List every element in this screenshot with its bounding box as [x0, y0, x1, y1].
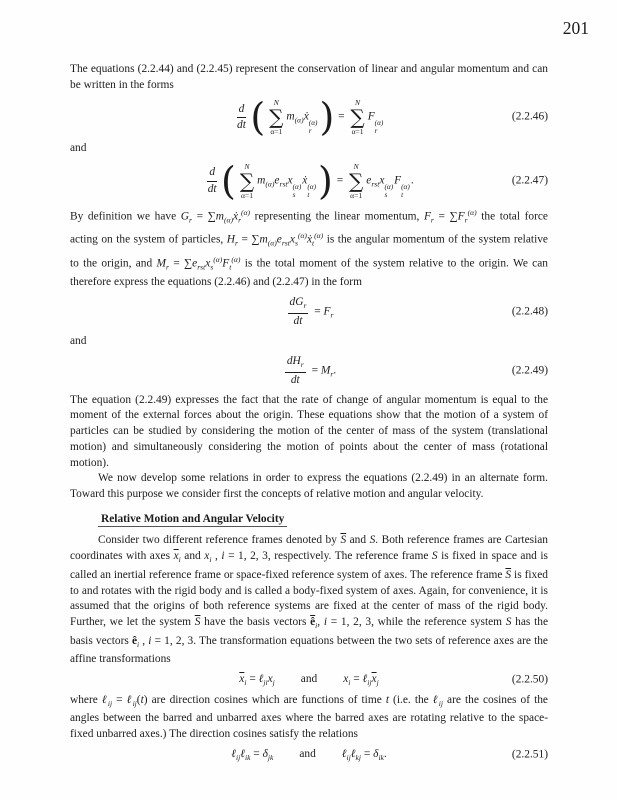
- math-variable: ℓ: [101, 693, 108, 706]
- subscript: i: [348, 678, 351, 688]
- text-run: ∑: [251, 233, 260, 246]
- text-run: the total force acting on the system of particles,: [70, 210, 548, 246]
- math-variable: ℓ: [126, 693, 133, 706]
- fraction: [207, 166, 217, 196]
- math-text: F: [323, 305, 331, 318]
- superscript: (α): [241, 208, 251, 218]
- math-text: d: [209, 166, 216, 179]
- subscript: ij: [132, 698, 137, 708]
- text-run: ,: [211, 550, 222, 563]
- summation: [349, 163, 363, 199]
- equation: [70, 95, 548, 140]
- superscript: (α): [231, 254, 241, 264]
- subscript: s: [210, 262, 214, 272]
- math-text: dH: [286, 355, 301, 368]
- text-run: ∑: [184, 257, 193, 270]
- barred-variable: $\overline{S}$: [505, 568, 512, 581]
- subscript: i: [315, 620, 318, 630]
- sum-lower-limit: α=1: [351, 126, 364, 136]
- math-text: dG: [289, 296, 304, 309]
- sigma-icon: ∑: [269, 104, 284, 129]
- sum-lower-limit: α=1: [350, 190, 363, 200]
- subscript: r: [238, 215, 242, 225]
- superscript: (α): [374, 118, 384, 128]
- equation-number: (2.2.46): [511, 110, 548, 123]
- subscript: i: [178, 555, 181, 565]
- equation-number: (2.2.51): [511, 748, 548, 761]
- heading-text: Relative Motion and Angular Velocity: [98, 513, 287, 528]
- sum-upper-limit: N: [244, 162, 250, 172]
- subscript: r: [189, 215, 192, 225]
- sub-sup-stack: [307, 183, 316, 199]
- math-variable: i: [221, 550, 225, 563]
- text-run: . Both reference frames are Cartesian coordinates with axes: [70, 534, 548, 563]
- equation-body: [239, 674, 378, 687]
- text-run: =: [168, 257, 184, 270]
- math-variable: ẋ: [306, 233, 313, 246]
- math-variable: t: [385, 693, 389, 706]
- text-run: and: [300, 673, 318, 686]
- equation-body: [231, 749, 387, 762]
- text-run: =: [433, 210, 450, 223]
- paragraph: [70, 205, 548, 290]
- text-run: have the basis vectors: [200, 615, 311, 628]
- math-variable: ẋ: [233, 210, 239, 223]
- math-text: e: [366, 174, 372, 187]
- subscript: r: [330, 310, 334, 320]
- summation: [240, 163, 254, 199]
- big-paren: (: [221, 159, 236, 204]
- subscript: r: [166, 262, 169, 272]
- math-text: dt: [237, 119, 246, 132]
- superscript: (α): [314, 231, 324, 241]
- sub-sup-stack: [401, 183, 410, 199]
- subscript: r: [330, 369, 334, 379]
- math-text: ℓ: [362, 673, 368, 686]
- math-text: x: [287, 174, 293, 187]
- equation: [70, 749, 548, 762]
- math-text: F: [394, 174, 402, 187]
- text-run: is fixed to and rotates with the rigid body and is called a body-fixed system of axes. Again, for convenience, it is assumed that the origins of both reference systems are fixed at the center of mass of the rigid body. Further, we let the system: [70, 568, 548, 628]
- equation-body: [234, 95, 385, 140]
- math-text: d: [238, 102, 245, 115]
- text-run: =: [308, 364, 321, 377]
- math-variable: x: [289, 233, 295, 246]
- math-variable: x: [205, 257, 211, 270]
- math-variable: ℓ: [432, 693, 439, 706]
- basis-vector-hat: ê: [131, 634, 138, 647]
- equation: [70, 674, 548, 687]
- text-run: is the angular momentum of the system relative to the origin, and: [70, 233, 548, 270]
- text-run: We now develop some relations in order to express the equations (2.2.49) in an alternate form. Toward this purpose we consider first the concepts of relative motion and angular velocity.: [70, 472, 548, 500]
- text-run: = 1, 2, 3, while the reference system: [327, 615, 506, 628]
- big-paren: ): [319, 95, 335, 140]
- text-run: has the basis vectors: [70, 615, 548, 647]
- fraction: [288, 296, 309, 327]
- equation-number: (2.2.48): [511, 305, 548, 318]
- denominator: [208, 182, 217, 196]
- subscript: (α): [223, 215, 233, 225]
- text-run: ,: [317, 615, 324, 628]
- math-text: F: [367, 111, 375, 124]
- math-text: dt: [290, 373, 300, 386]
- text-run: The equations (2.2.44) and (2.2.45) represent the conservation of linear and angular momentum and can be written in the forms: [70, 63, 548, 91]
- text-run: ,: [139, 634, 149, 647]
- numerator: [285, 355, 306, 372]
- math-variable: m: [215, 210, 224, 223]
- paragraph: [70, 393, 548, 472]
- math-variable: i: [148, 634, 152, 647]
- math-text: ℓ: [341, 747, 347, 760]
- subscript: ij: [346, 752, 351, 762]
- text-run: and: [180, 550, 205, 563]
- subscript: t: [401, 189, 404, 199]
- subscript: s: [294, 238, 298, 248]
- sum-lower-limit: α=1: [270, 126, 283, 136]
- math-text: ℓ: [350, 747, 356, 760]
- text-run: are the cosines of the angles between the barred and unbarred axes where the barred axes are rotating relative to the space-fixed unbarred axes.) The direction cosines satisfy the relations: [70, 693, 548, 741]
- equation-number: (2.2.50): [511, 673, 548, 686]
- sub-sup-stack: [309, 119, 318, 135]
- text-run: representing the linear momentum,: [250, 210, 424, 223]
- sub-sup-stack: [293, 183, 302, 199]
- text-run: .: [410, 174, 414, 187]
- text-run: and: [299, 747, 316, 760]
- paragraph: [70, 693, 548, 743]
- sub-sup-stack: [384, 183, 393, 199]
- math-text: ℓ: [258, 673, 264, 686]
- text-run: ∑: [449, 210, 458, 223]
- subscript: rst: [197, 262, 206, 272]
- barred-basis-vector-hat: $\overline{ê}$: [310, 615, 316, 628]
- math-text: ℓ: [240, 747, 245, 760]
- barred-variable: $\overline{S}$: [194, 615, 201, 628]
- math-text: x: [379, 174, 385, 187]
- superscript: (α): [213, 254, 223, 264]
- numerator: [237, 103, 247, 119]
- paragraph: [70, 533, 548, 668]
- subscript: r: [308, 125, 312, 135]
- subscript: i: [209, 555, 212, 565]
- math-text: ℓ: [231, 747, 236, 760]
- math-variable: H: [226, 233, 235, 246]
- subscript: ij: [367, 678, 372, 688]
- text-run: =: [237, 233, 252, 246]
- math-variable: S: [369, 534, 376, 547]
- subscript: ji: [263, 678, 268, 688]
- connector-text: and: [70, 334, 87, 347]
- math-variable: M: [156, 257, 166, 270]
- barred-variable: $\overline{x}$: [173, 550, 179, 563]
- subscript: rst: [371, 179, 380, 189]
- text-run: =: [191, 210, 208, 223]
- math-text: m: [286, 111, 295, 124]
- denominator: [291, 373, 300, 387]
- subscript: r: [430, 215, 434, 225]
- denominator: [237, 118, 246, 132]
- subscript: rst: [281, 238, 290, 248]
- math-text: ẋ: [302, 174, 308, 187]
- text-run: By definition we have: [70, 210, 181, 223]
- math-text: dt: [293, 314, 303, 327]
- math-text: m: [257, 174, 266, 187]
- text-run: ∑: [207, 210, 216, 223]
- equation-number: (2.2.47): [511, 174, 548, 187]
- math-variable: x: [204, 550, 210, 563]
- fraction: [285, 355, 306, 386]
- text-run: =: [333, 174, 346, 187]
- math-variable: m: [259, 233, 268, 246]
- text-run: =: [112, 693, 127, 706]
- connector-text: and: [70, 142, 87, 155]
- subscript: t: [312, 238, 315, 248]
- text-run: = 1, 2, 3, respectively. The reference frame: [224, 550, 432, 563]
- superscript: (α): [467, 208, 477, 218]
- superscript: (α): [308, 118, 318, 128]
- math-variable: F: [457, 210, 465, 223]
- paragraph: [70, 62, 548, 93]
- text-run: =: [335, 111, 348, 124]
- subscript: (α): [267, 238, 277, 248]
- summation: [269, 99, 283, 135]
- barred-variable: $\overline{S}$: [340, 534, 347, 547]
- sigma-icon: ∑: [350, 104, 365, 129]
- equation: [70, 159, 548, 204]
- subscript: r: [303, 301, 307, 311]
- section-heading: [98, 512, 548, 528]
- sub-sup-stack: [375, 119, 384, 135]
- equation-body: [204, 159, 414, 204]
- equation-body: [282, 355, 336, 386]
- math-variable: S: [505, 615, 512, 628]
- math-text: e: [274, 174, 280, 187]
- big-paren: (: [250, 95, 266, 140]
- superscript: (α): [307, 181, 317, 191]
- text-run: .: [383, 747, 387, 760]
- subscript: rst: [279, 179, 288, 189]
- subscript: t: [307, 189, 310, 199]
- sum-upper-limit: N: [273, 98, 279, 108]
- subscript: s: [384, 189, 388, 199]
- subscript: ik: [378, 752, 384, 762]
- equation: [70, 296, 548, 327]
- subscript: i: [137, 639, 140, 649]
- superscript: (α): [384, 181, 394, 191]
- text-run: = 1, 2, 3. The transformation equations between the two sets of reference axes are the affine transformations: [70, 634, 548, 666]
- sum-lower-limit: α=1: [241, 190, 253, 200]
- math-variable: i: [323, 615, 328, 628]
- text-run: and: [346, 534, 370, 547]
- math-text: δ: [262, 747, 268, 760]
- subscript: ij: [438, 698, 443, 708]
- text-run: =: [361, 747, 374, 760]
- math-variable: S: [431, 550, 438, 563]
- math-text: x: [267, 673, 273, 686]
- subscript: s: [292, 189, 296, 199]
- math-text: $\overline{x}$: [371, 673, 377, 686]
- subscript: j: [376, 678, 379, 688]
- text-run: Consider two different reference frames denoted by: [98, 534, 341, 547]
- text-run: =: [311, 305, 324, 318]
- big-paren: ): [318, 159, 333, 204]
- subscript: (α): [265, 179, 275, 189]
- subscript: ij: [235, 752, 241, 762]
- math-text: x: [343, 673, 349, 686]
- sigma-icon: ∑: [349, 168, 364, 193]
- subscript: j: [272, 678, 275, 688]
- math-text: dt: [207, 182, 217, 195]
- math-text: M: [320, 364, 331, 377]
- subscript: ik: [244, 752, 251, 762]
- page-number: 201: [562, 18, 589, 38]
- sigma-icon: ∑: [239, 168, 255, 193]
- subscript: r: [300, 360, 304, 370]
- superscript: (α): [297, 231, 307, 241]
- math-variable: G: [180, 210, 189, 223]
- paragraph: [70, 471, 548, 502]
- equation: [70, 355, 548, 386]
- math-text: ẋ: [303, 111, 309, 124]
- document-body: [70, 62, 548, 761]
- text-run: The equation (2.2.49) expresses the fact that the rate of change of angular momentum is equal to the moment of the external forces about the origin. These equations show that the motion of a system of particles can be studied by considering the motion of the center of mass of the system (translational motion) and simultaneously considering the motion of points about the center of mass (rotational motion).: [70, 393, 548, 469]
- subscript: kj: [355, 752, 362, 762]
- subscript: r: [464, 215, 468, 225]
- text-run: ) are direction cosines which are functions of time: [143, 693, 386, 706]
- math-variable: F: [222, 257, 230, 270]
- subscript: r: [374, 125, 378, 135]
- sum-upper-limit: N: [353, 162, 359, 172]
- math-variable: F: [423, 210, 431, 223]
- superscript: (α): [401, 181, 410, 191]
- math-variable: e: [192, 257, 198, 270]
- subscript: t: [229, 262, 232, 272]
- text-run: .: [333, 364, 337, 377]
- numerator: [207, 166, 217, 182]
- math-text: $\overline{x}$: [239, 673, 245, 686]
- sum-upper-limit: N: [355, 98, 361, 108]
- subscript: i: [244, 678, 247, 688]
- math-variable: t: [140, 693, 144, 706]
- text-run: (i.e. the: [389, 693, 433, 706]
- equation-body: [285, 296, 334, 327]
- text-run: =: [250, 747, 263, 760]
- text-run: (: [136, 693, 141, 706]
- subscript: jk: [267, 752, 274, 762]
- text-run: is fixed in space and is called an inertial reference frame or space-fixed reference system of axes. The reference frame: [70, 550, 548, 581]
- subscript: ij: [107, 698, 113, 708]
- text-run: is the total moment of the system relative to the origin. We can therefore express the equations (2.2.46) and (2.2.47) in the form: [70, 257, 548, 288]
- subscript: r: [234, 238, 238, 248]
- math-variable: e: [276, 233, 282, 246]
- summation: [350, 99, 364, 135]
- numerator: [288, 296, 309, 313]
- equation-number: (2.2.49): [511, 364, 548, 377]
- superscript: (α): [292, 181, 302, 191]
- fraction: [237, 103, 247, 133]
- text-run: =: [350, 673, 363, 686]
- denominator: [294, 314, 303, 328]
- text-run: where: [70, 693, 102, 706]
- math-text: δ: [373, 747, 379, 760]
- text-run: =: [246, 673, 259, 686]
- subscript: (α): [294, 116, 304, 126]
